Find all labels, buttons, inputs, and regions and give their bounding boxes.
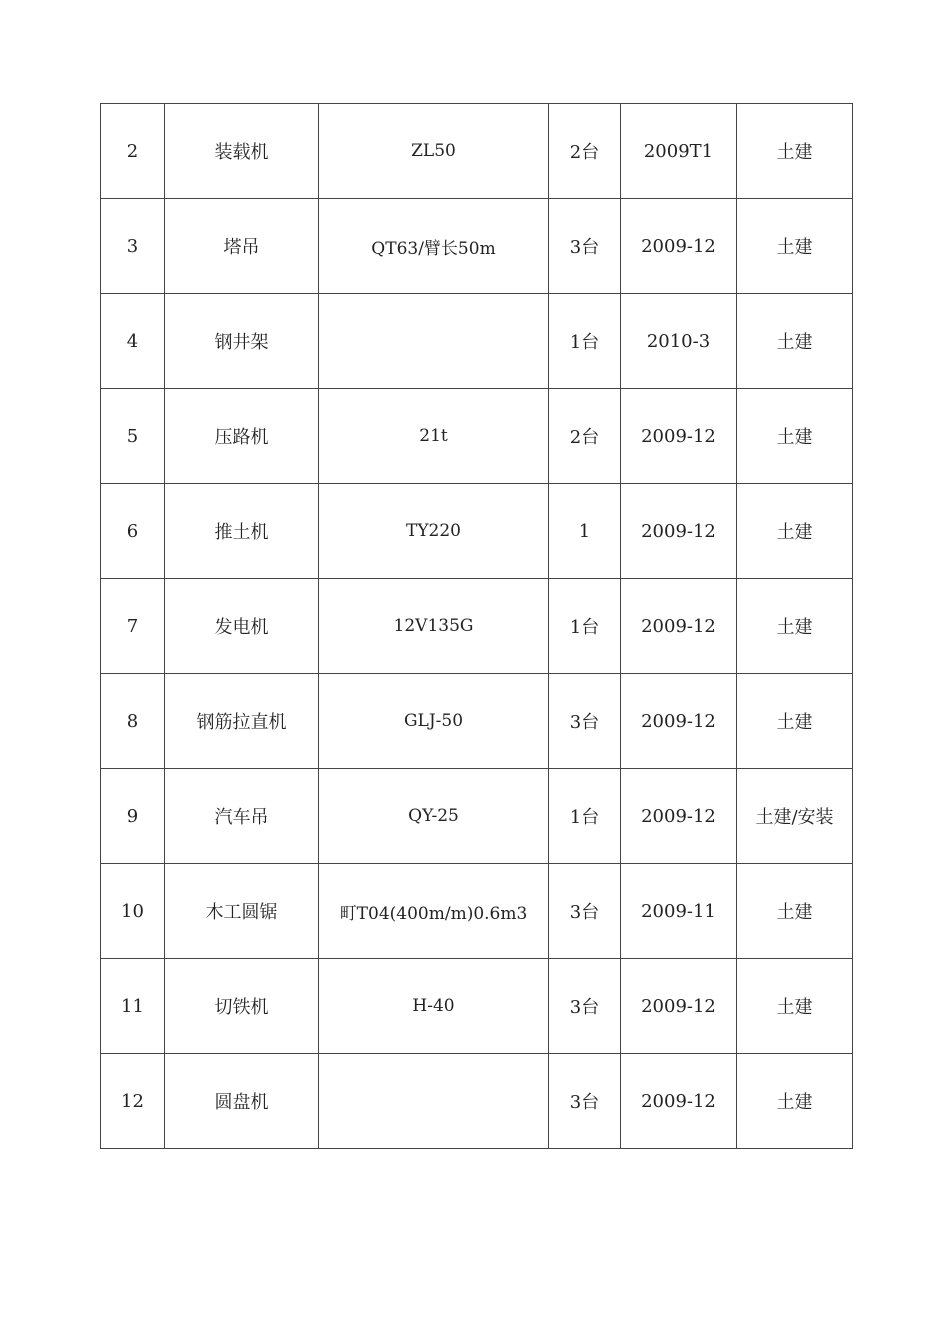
cell-model: TY220 bbox=[319, 484, 549, 579]
cell-quantity: 3台 bbox=[549, 959, 621, 1054]
cell-quantity: 3台 bbox=[549, 199, 621, 294]
table-row bbox=[101, 104, 853, 199]
cell-model: 21t bbox=[319, 389, 549, 484]
table-row bbox=[101, 199, 853, 294]
cell-model: GLJ-50 bbox=[319, 674, 549, 769]
cell-quantity: 2台 bbox=[549, 104, 621, 199]
cell-number: 6 bbox=[101, 484, 165, 579]
cell-date: 2009-12 bbox=[621, 674, 737, 769]
cell-equipment-name: 装载机 bbox=[165, 104, 319, 199]
cell-model: H-40 bbox=[319, 959, 549, 1054]
cell-equipment-name: 压路机 bbox=[165, 389, 319, 484]
table-row bbox=[101, 959, 853, 1054]
table-row bbox=[101, 484, 853, 579]
cell-usage: 土建 bbox=[737, 959, 853, 1054]
cell-number: 9 bbox=[101, 769, 165, 864]
cell-model: 12V135G bbox=[319, 579, 549, 674]
cell-usage: 土建 bbox=[737, 104, 853, 199]
cell-usage: 土建 bbox=[737, 579, 853, 674]
cell-date: 2009-12 bbox=[621, 769, 737, 864]
cell-date: 2009-12 bbox=[621, 389, 737, 484]
equipment-table bbox=[100, 103, 853, 1149]
cell-equipment-name: 木工圆锯 bbox=[165, 864, 319, 959]
cell-equipment-name: 切铁机 bbox=[165, 959, 319, 1054]
cell-number: 2 bbox=[101, 104, 165, 199]
cell-model: ZL50 bbox=[319, 104, 549, 199]
cell-usage: 土建 bbox=[737, 294, 853, 389]
cell-number: 5 bbox=[101, 389, 165, 484]
cell-date: 2009-12 bbox=[621, 1054, 737, 1149]
cell-equipment-name: 圆盘机 bbox=[165, 1054, 319, 1149]
cell-date: 2009T1 bbox=[621, 104, 737, 199]
cell-equipment-name: 发电机 bbox=[165, 579, 319, 674]
cell-number: 4 bbox=[101, 294, 165, 389]
cell-usage: 土建 bbox=[737, 389, 853, 484]
cell-date: 2009-11 bbox=[621, 864, 737, 959]
table-row bbox=[101, 1054, 853, 1149]
cell-quantity: 1台 bbox=[549, 579, 621, 674]
cell-number: 10 bbox=[101, 864, 165, 959]
cell-number: 8 bbox=[101, 674, 165, 769]
cell-number: 3 bbox=[101, 199, 165, 294]
cell-usage: 土建 bbox=[737, 674, 853, 769]
cell-usage: 土建 bbox=[737, 864, 853, 959]
cell-quantity: 1台 bbox=[549, 294, 621, 389]
cell-quantity: 3台 bbox=[549, 1054, 621, 1149]
cell-usage: 土建/安装 bbox=[737, 769, 853, 864]
cell-number: 7 bbox=[101, 579, 165, 674]
cell-date: 2010-3 bbox=[621, 294, 737, 389]
cell-usage: 土建 bbox=[737, 199, 853, 294]
cell-equipment-name: 钢井架 bbox=[165, 294, 319, 389]
cell-date: 2009-12 bbox=[621, 959, 737, 1054]
cell-quantity: 1台 bbox=[549, 769, 621, 864]
cell-number: 12 bbox=[101, 1054, 165, 1149]
cell-equipment-name: 汽车吊 bbox=[165, 769, 319, 864]
cell-equipment-name: 塔吊 bbox=[165, 199, 319, 294]
cell-date: 2009-12 bbox=[621, 484, 737, 579]
cell-quantity: 3台 bbox=[549, 864, 621, 959]
table-row bbox=[101, 864, 853, 959]
equipment-table-body bbox=[101, 104, 853, 1149]
cell-date: 2009-12 bbox=[621, 199, 737, 294]
cell-model bbox=[319, 294, 549, 389]
cell-usage: 土建 bbox=[737, 484, 853, 579]
table-row bbox=[101, 294, 853, 389]
cell-quantity: 3台 bbox=[549, 674, 621, 769]
table-row bbox=[101, 389, 853, 484]
cell-model: QY-25 bbox=[319, 769, 549, 864]
cell-quantity: 1 bbox=[549, 484, 621, 579]
cell-usage: 土建 bbox=[737, 1054, 853, 1149]
cell-number: 11 bbox=[101, 959, 165, 1054]
cell-equipment-name: 推土机 bbox=[165, 484, 319, 579]
table-row bbox=[101, 674, 853, 769]
cell-model bbox=[319, 1054, 549, 1149]
cell-quantity: 2台 bbox=[549, 389, 621, 484]
cell-model: QT63/臂长50m bbox=[319, 199, 549, 294]
cell-model: 町T04(400m/m)0.6m3 bbox=[319, 864, 549, 959]
table-row bbox=[101, 579, 853, 674]
cell-date: 2009-12 bbox=[621, 579, 737, 674]
table-row bbox=[101, 769, 853, 864]
cell-equipment-name: 钢筋拉直机 bbox=[165, 674, 319, 769]
